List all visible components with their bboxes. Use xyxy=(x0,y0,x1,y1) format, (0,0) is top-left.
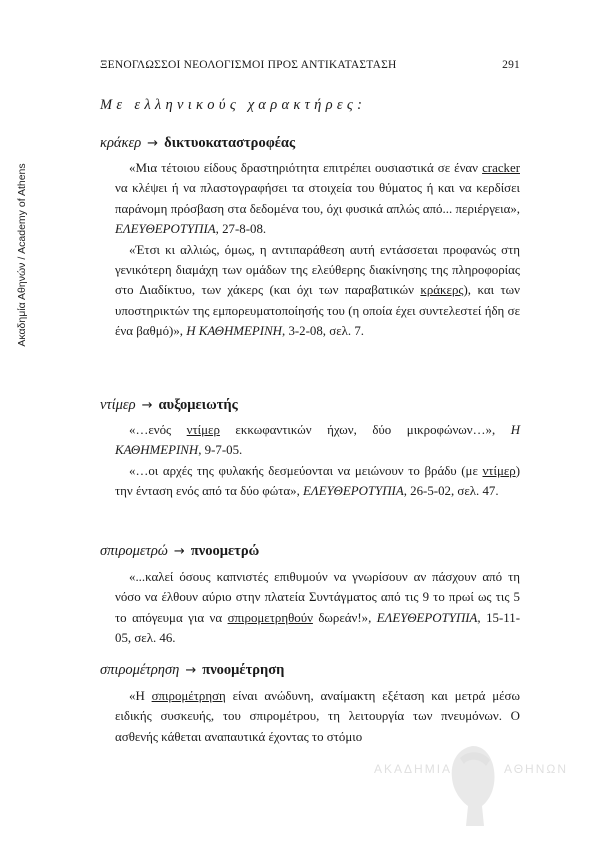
quote-paragraph: «Μια τέτοιου είδους δραστηριότητα επιτρέπει ουσιαστικά σε έναν cracker να κλέψει ή να πλαστογραφήσει τα στοιχεία του θύματος ή και να κερδίσει παράνομη πρόσβαση στα δεδομένα του, όχι φυσικά απλώς από... περιέργεια», ΕΛΕΥΘΕΡΟΤΥΠΙΑ, 27-8-08. xyxy=(115,161,520,237)
quote-keyword: ντίμερ xyxy=(482,463,516,478)
entry-term: κράκερ xyxy=(100,135,142,151)
entry-quotes xyxy=(115,420,520,502)
entry-term: σπιρομέτρηση xyxy=(100,662,180,678)
quote-keyword: ντίμερ xyxy=(186,423,220,437)
entry-heading xyxy=(100,543,259,560)
arrow-icon: → xyxy=(147,136,159,151)
entry-heading xyxy=(100,662,284,679)
quote-paragraph: «...καλεί όσους καπνιστές επιθυμούν να γνωρίσουν αν πάσχουν από τη νόσο να έλθουν αύριο στην πλατεία Συντάγματος από τις 9 το πρωί ως τις 5 το απόγευμα για να σπιρομετρηθούν δωρεάν!», ΕΛΕΥΘΕΡΟΤΥΠΙΑ, 15-11-05, σελ. 46. xyxy=(115,570,520,646)
quote-source: Η ΚΑΘΗΜΕΡΙΝΗ xyxy=(186,324,282,339)
entry-quotes xyxy=(115,158,520,342)
quote-source: ΕΛΕΥΘΕΡΟΤΥΠΙΑ xyxy=(115,222,216,237)
entry-heading xyxy=(100,135,295,152)
athena-head-icon xyxy=(438,740,508,830)
entry-replacement: δικτυοκαταστροφέας xyxy=(164,135,296,151)
entry-term: σπιρομετρώ xyxy=(100,543,168,559)
entry-quotes xyxy=(115,567,520,649)
watermark-right-text: ΑΘΗΝΩΝ xyxy=(503,762,568,776)
page-number: 291 xyxy=(502,59,520,71)
section-heading: Με ελληνικούς χαρακτήρες: xyxy=(100,97,367,113)
quote-keyword: σπιρομετρηθούν xyxy=(227,610,313,625)
quote-source: ΕΛΕΥΘΕΡΟΤΥΠΙΑ xyxy=(303,484,404,499)
quote-keyword: cracker xyxy=(482,161,520,175)
quote-paragraph: «Έτσι κι αλλιώς, όμως, η αντιπαράθεση αυτή εντάσσεται προφανώς στη γενικότερη διαμάχη των ομάδων της ελεύθερης διακίνησης της πληροφορίας στο Διαδίκτυο, των χάκερς (και όχι των παραβατικών κράκερς), και των υποστηρικτών της εμπορευματοποίησής του (η οποία έχει συντελεστεί ήδη σε ένα βαθμό)», Η ΚΑΘΗΜΕΡΙΝΗ, 3-2-08, σελ. 7. xyxy=(115,242,520,339)
watermark-left-text: ΑΚΑΔΗΜΙΑ xyxy=(374,762,453,776)
side-label-academy: Ακαδημία Αθηνών / Academy of Athens xyxy=(16,163,28,347)
entry-replacement: αυξομειωτής xyxy=(158,397,238,413)
arrow-icon: → xyxy=(141,398,153,413)
quote-keyword: σπιρομέτρηση xyxy=(151,689,226,703)
entry-heading xyxy=(100,397,238,414)
arrow-icon: → xyxy=(173,544,185,559)
running-head-title: ΞΕΝΟΓΛΩΣΣΟΙ ΝΕΟΛΟΓΙΣΜΟΙ ΠΡΟΣ ΑΝΤΙΚΑΤΑΣΤΑΣΗ xyxy=(100,59,397,71)
entry-replacement: πνοομέτρηση xyxy=(202,662,285,678)
academy-watermark xyxy=(368,740,568,830)
entry-quotes xyxy=(115,686,520,747)
quote-paragraph: «…ενός ντίμερ εκκωφαντικών ήχων, δύο μικροφώνων…», Η ΚΑΘΗΜΕΡΙΝΗ, 9-7-05. xyxy=(115,423,521,458)
quote-paragraph: «…οι αρχές της φυλακής δεσμεύονται να μειώνουν το βράδυ (με ντίμερ) την ένταση ενός από τα δύο φώτα», ΕΛΕΥΘΕΡΟΤΥΠΙΑ, 26-5-02, σελ. 47. xyxy=(115,463,520,499)
entry-replacement: πνοομετρώ xyxy=(190,543,260,559)
quote-paragraph: «Η σπιρομέτρηση είναι ανώδυνη, αναίμακτη εξέταση και μετρά μέσω ειδικής συσκευής, του σπιρομέτρου, τη λειτουργία των πνευμόνων. Ο ασθενής κάθεται αναπαυτικά έχοντας το στόμιο xyxy=(115,689,520,744)
quote-source: ΕΛΕΥΘΕΡΟΤΥΠΙΑ xyxy=(376,610,478,625)
arrow-icon: → xyxy=(185,663,197,678)
quote-keyword: κράκερς xyxy=(420,283,464,298)
quote-source: Η ΚΑΘΗΜΕΡΙΝΗ xyxy=(115,423,521,458)
entry-term: ντίμερ xyxy=(100,397,136,413)
